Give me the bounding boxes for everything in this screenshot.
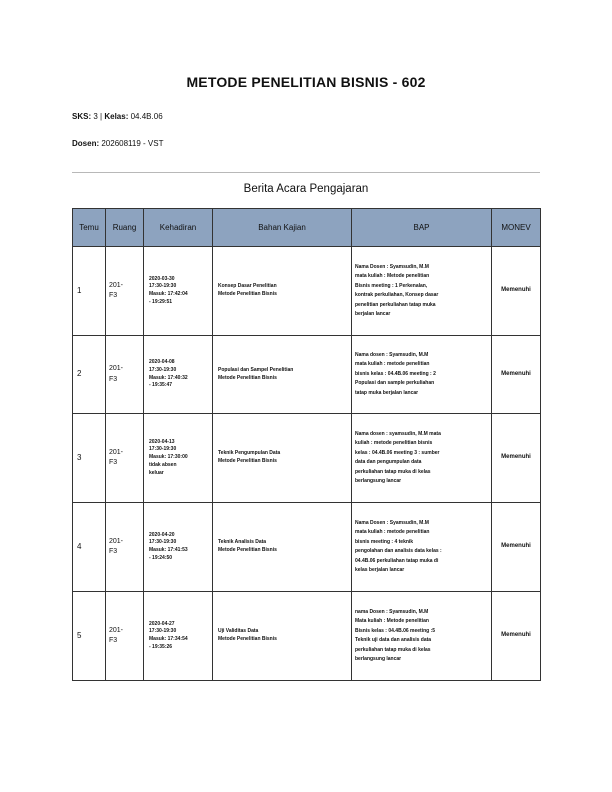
cell-bahan-kajian [213, 592, 352, 681]
bap-line: berlangsung lancar [355, 478, 402, 484]
kehadiran-line: 17:30-19:30 [149, 283, 177, 290]
cell-kehadiran [144, 592, 213, 681]
bahan-line: Metode Penelitian Bisnis [218, 458, 277, 464]
cell-ruang [106, 503, 144, 592]
cell-bahan-kajian [213, 414, 352, 503]
bap-line: mata kuliah : Metode penelitian [355, 273, 430, 279]
sks-label: SKS: [72, 112, 92, 121]
teaching-record-table [72, 208, 541, 681]
header-bap: BAP [352, 209, 492, 247]
document-title: METODE PENELITIAN BISNIS - 602 [186, 74, 426, 90]
kehadiran-line: keluar [149, 469, 164, 476]
cell-bahan-kajian [213, 247, 352, 336]
header-temu: Temu [73, 209, 106, 247]
dosen-value: 202608119 - VST [101, 139, 164, 148]
kehadiran-line: Masuk: 17:42:04 [149, 291, 188, 297]
ruang-line: 201- [109, 537, 124, 545]
cell-bap [352, 414, 492, 503]
kehadiran-line: 2020-04-08 [149, 359, 175, 365]
bap-line: berjalan lancar [355, 311, 391, 317]
ruang-line: F3 [109, 292, 118, 299]
section-title: Berita Acara Pengajaran [243, 183, 369, 195]
kehadiran-line: - 19:24:50 [149, 554, 173, 561]
bap-line: perkuliahan tatap muka di kelas [355, 468, 431, 475]
ruang-line: 201- [109, 448, 124, 456]
ruang-line: F3 [109, 548, 118, 555]
header-bahan-kajian: Bahan Kajian [213, 209, 352, 247]
bap-line: data dan pengumpulan data [355, 459, 422, 465]
kehadiran-line: 2020-03-30 [149, 275, 175, 282]
bap-line: Nama dosen : Syamsudin, M.M [355, 351, 429, 358]
kehadiran-line: Masuk: 17:30:00 [149, 454, 188, 461]
cell-bap [352, 247, 492, 336]
cell-bahan-kajian [213, 336, 352, 414]
bap-line: perkuliahan tatap muka di kelas [355, 646, 431, 653]
bahan-line: Metode Penelitian Bisnis [218, 291, 277, 297]
bap-line: Nama Dosen : Syamsudin, M.M [355, 519, 429, 526]
cell-bap [352, 592, 492, 681]
table-header-row [73, 209, 541, 247]
bap-line: nama Dosen : Syamsudin, M.M [355, 608, 429, 615]
cell-monev: Memenuhi [492, 503, 541, 592]
kehadiran-line: 17:30-19:30 [149, 366, 177, 373]
kehadiran-line: 17:30-19:30 [149, 539, 177, 546]
kelas-value: 04.4B.06 [130, 112, 163, 121]
bap-line: Nama dosen : syamsudin, M.M mata [355, 430, 441, 437]
ruang-line: 201- [109, 281, 124, 289]
cell-temu: 5 [73, 592, 106, 681]
bahan-line: Metode Penelitian Bisnis [218, 636, 277, 642]
table-row [73, 503, 541, 592]
ruang-line: F3 [109, 637, 118, 644]
bap-line: Mata kuliah : Metode penelitian [355, 618, 429, 624]
bap-line: kelas berjalan lancar [355, 567, 405, 573]
cell-bahan-kajian [213, 503, 352, 592]
table-row [73, 592, 541, 681]
cell-kehadiran [144, 247, 213, 336]
cell-kehadiran [144, 336, 213, 414]
kelas-label: Kelas: [104, 112, 129, 121]
bap-line: Bisnis meeting : 1 Perkenalan, [355, 282, 428, 289]
cell-ruang [106, 336, 144, 414]
table-row [73, 414, 541, 503]
kehadiran-line: Masuk: 17:34:54 [149, 636, 188, 642]
divider [72, 172, 540, 173]
bap-line: kelas : 04.4B.06 meeting 3 : sumber [355, 449, 440, 456]
cell-temu: 3 [73, 414, 106, 503]
bap-line: Teknik uji data dan analisis data [355, 637, 432, 643]
bap-line: 04.4B.06 perkuliahan tatap muka di [355, 557, 439, 564]
cell-monev: Memenuhi [492, 414, 541, 503]
ruang-line: 201- [109, 365, 124, 372]
cell-ruang [106, 592, 144, 681]
bap-line: pengolahan dan analisis data kelas : [355, 548, 442, 554]
bap-line: bisnis kelas : 04.4B.06 meeting : 2 [355, 370, 436, 377]
cell-monev: Memenuhi [492, 247, 541, 336]
header-ruang: Ruang [106, 209, 144, 247]
cell-kehadiran [144, 503, 213, 592]
bap-line: berlangsung lancar [355, 656, 402, 662]
bap-line: Nama Dosen : Syamsudin, M.M [355, 263, 429, 270]
bap-line: bisnis meeting : 4 teknik [355, 538, 414, 545]
cell-monev: Memenuhi [492, 592, 541, 681]
kehadiran-line: 17:30-19:30 [149, 446, 177, 453]
bahan-line: Teknik Analisis Data [218, 539, 267, 546]
kehadiran-line: tidak absen [149, 461, 177, 468]
bap-line: mata kuliah : metode penelitian [355, 529, 430, 535]
bahan-line: Populasi dan Sampel Penelitian [218, 366, 294, 373]
bap-line: Populasi dan sample perkuliahan [355, 380, 435, 387]
cell-temu: 2 [73, 336, 106, 414]
lecturer-line [72, 139, 163, 148]
cell-monev: Memenuhi [492, 336, 541, 414]
ruang-line: F3 [109, 459, 118, 466]
table-row [73, 336, 541, 414]
dosen-label: Dosen: [72, 139, 100, 148]
sks-value: 3 [93, 112, 98, 121]
bap-line: tatap muka berjalan lancar [355, 389, 419, 396]
kehadiran-line: - 19:35:47 [149, 382, 173, 389]
cell-temu: 1 [73, 247, 106, 336]
ruang-line: 201- [109, 626, 124, 634]
bap-line: kuliah : metode penelitian bisnis [355, 440, 433, 446]
bap-line: mata kuliah : metode penelitian [355, 361, 430, 368]
cell-bap [352, 336, 492, 414]
kehadiran-line: 2020-04-13 [149, 438, 175, 445]
ruang-line: F3 [109, 375, 118, 383]
header-kehadiran: Kehadiran [144, 209, 213, 247]
bap-line: Bisnis kelas : 04.4B.06 meeting :5 [355, 627, 436, 634]
bahan-line: Teknik Pengumpulan Data [218, 450, 281, 457]
bahan-line: Konsep Dasar Penelitian [218, 283, 277, 290]
bahan-line: Metode Penelitian Bisnis [218, 374, 277, 381]
header-monev: MONEV [492, 209, 541, 247]
bap-line: penelitian perkuliahan tatap muka [355, 301, 436, 308]
cell-kehadiran [144, 414, 213, 503]
kehadiran-line: 2020-04-27 [149, 620, 175, 627]
cell-ruang [106, 414, 144, 503]
bahan-line: Metode Penelitian Bisnis [218, 547, 277, 553]
kehadiran-line: Masuk: 17:40:32 [149, 374, 188, 381]
kehadiran-line: Masuk: 17:41:53 [149, 547, 188, 553]
kehadiran-line: - 19:35:26 [149, 643, 173, 650]
table-row [73, 247, 541, 336]
bahan-line: Uji Validitas Data [218, 628, 259, 635]
bap-line: kontrak perkuliahan, Konsep dasar [355, 292, 439, 298]
course-meta-line [72, 112, 163, 121]
meta-separator: | [100, 112, 103, 121]
cell-bap [352, 503, 492, 592]
cell-temu: 4 [73, 503, 106, 592]
kehadiran-line: 2020-04-20 [149, 531, 175, 538]
cell-ruang [106, 247, 144, 336]
kehadiran-line: 17:30-19:30 [149, 628, 177, 635]
kehadiran-line: - 19:29:51 [149, 298, 173, 305]
